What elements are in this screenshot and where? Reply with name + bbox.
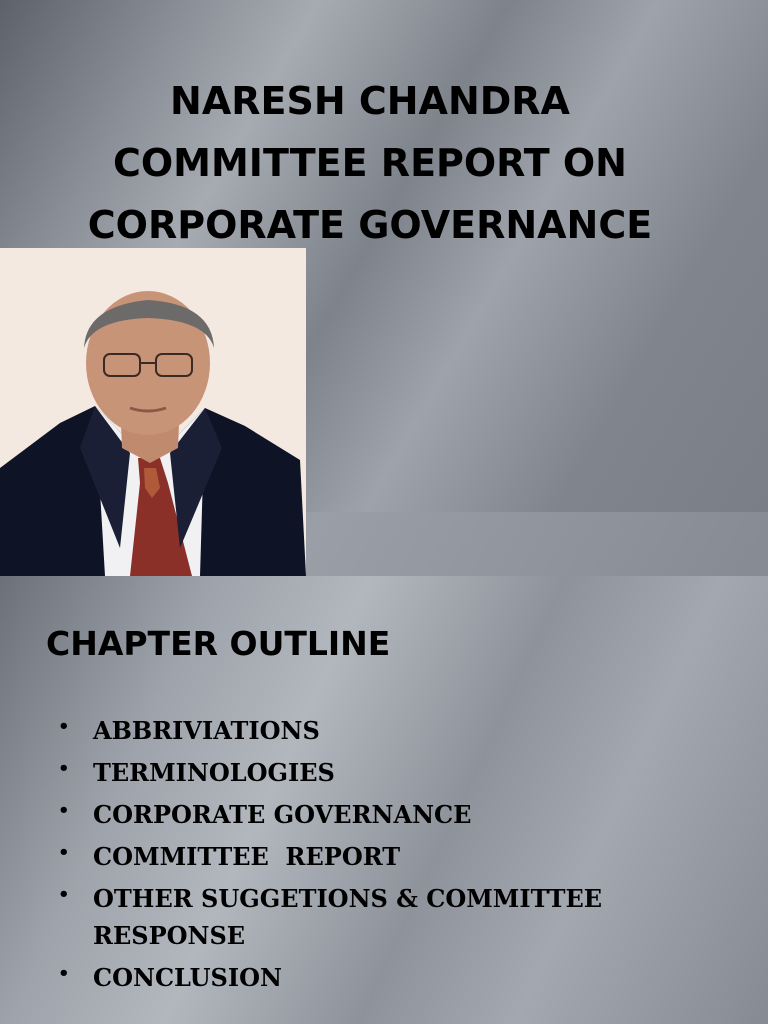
list-item-text: OTHER SUGGETIONS & COMMITTEE RESPONSE	[93, 884, 603, 950]
bullet-icon: •	[58, 758, 70, 779]
list-item-text: TERMINOLOGIES	[93, 758, 335, 787]
bullet-icon: •	[58, 716, 70, 737]
list-item	[46, 959, 646, 996]
portrait-photo	[0, 248, 306, 576]
bullet-icon: •	[58, 842, 70, 863]
bullet-icon: •	[58, 884, 70, 905]
list-item-text: CONCLUSION	[93, 963, 282, 992]
list-item-text: ABBRIVIATIONS	[93, 716, 320, 745]
list-item	[46, 838, 646, 875]
bullet-icon: •	[58, 963, 70, 984]
list-item-text: COMMITTEE REPORT	[93, 842, 401, 871]
list-item	[46, 796, 646, 833]
slide-outline	[0, 576, 768, 1024]
portrait-illustration	[0, 248, 306, 576]
list-item	[46, 754, 646, 791]
outline-list	[46, 712, 646, 1001]
outline-heading: CHAPTER OUTLINE	[46, 624, 391, 663]
bullet-icon: •	[58, 800, 70, 821]
list-item	[46, 880, 646, 954]
slide-title-text: NARESH CHANDRA COMMITTEE REPORT ON CORPORATE GOVERNANCE	[87, 79, 653, 247]
list-item	[46, 712, 646, 749]
list-item-text: CORPORATE GOVERNANCE	[93, 800, 472, 829]
